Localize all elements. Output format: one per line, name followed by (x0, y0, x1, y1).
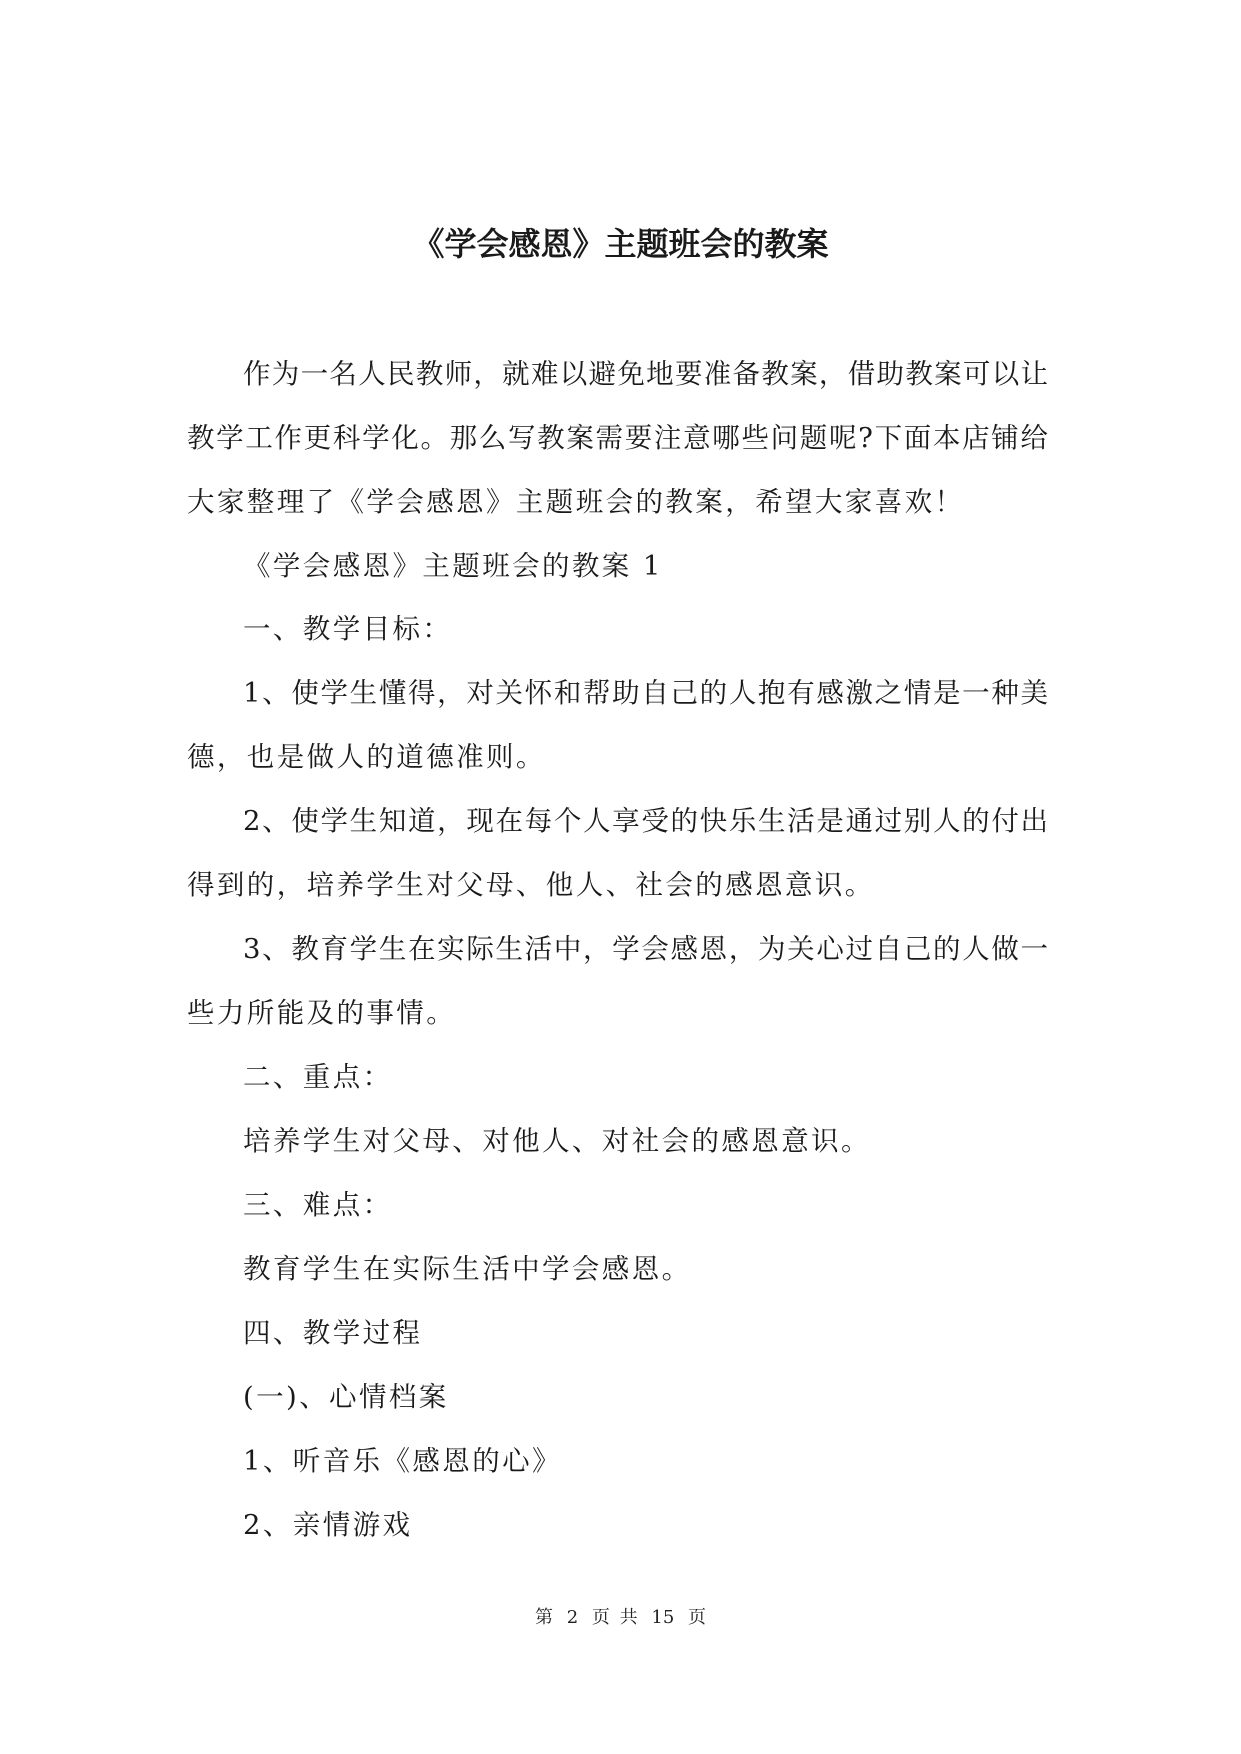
objective-1-line-1: 1、使学生懂得，对关怀和帮助自己的人抱有感激之情是一种美 (243, 677, 1048, 709)
footer-total-pages: 15 (651, 1607, 675, 1628)
intro-line-1: 作为一名人民教师，就难以避免地要准备教案，借助教案可以让 (243, 358, 1048, 390)
footer-page-number: 2 (566, 1607, 579, 1628)
process-subheading: (一)、心情档案 (243, 1381, 449, 1413)
key-point-text: 培养学生对父母、对他人、对社会的感恩意识。 (243, 1125, 871, 1157)
objective-1-line-2: 德，也是做人的道德准则。 (187, 741, 546, 773)
document-title: 《学会感恩》主题班会的教案 (412, 225, 829, 263)
footer-prefix: 第 (534, 1607, 553, 1628)
section-heading: 《学会感恩》主题班会的教案 1 (243, 550, 663, 582)
footer-suffix: 页 (688, 1607, 707, 1628)
objective-3-line-2: 些力所能及的事情。 (187, 997, 457, 1029)
objective-3-line-1: 3、教育学生在实际生活中，学会感恩，为关心过自己的人做一 (243, 933, 1048, 965)
process-item-2: 2、亲情游戏 (243, 1509, 413, 1541)
objective-2-line-2: 得到的，培养学生对父母、他人、社会的感恩意识。 (187, 869, 875, 901)
objectives-heading: 一、教学目标： (243, 613, 453, 645)
objective-2-line-1: 2、使学生知道，现在每个人享受的快乐生活是通过别人的付出 (243, 805, 1048, 837)
intro-line-2: 教学工作更科学化。那么写教案需要注意哪些问题呢?下面本店铺给 (187, 422, 1048, 454)
footer-middle: 页 共 (591, 1607, 638, 1628)
difficulty-text: 教育学生在实际生活中学会感恩。 (243, 1253, 692, 1285)
process-heading: 四、教学过程 (243, 1317, 423, 1349)
page-footer (0, 1606, 1241, 1630)
intro-line-3: 大家整理了《学会感恩》主题班会的教案，希望大家喜欢！ (187, 486, 965, 518)
key-point-heading: 二、重点： (243, 1061, 393, 1093)
process-item-1: 1、听音乐《感恩的心》 (243, 1445, 562, 1477)
difficulty-heading: 三、难点： (243, 1189, 393, 1221)
